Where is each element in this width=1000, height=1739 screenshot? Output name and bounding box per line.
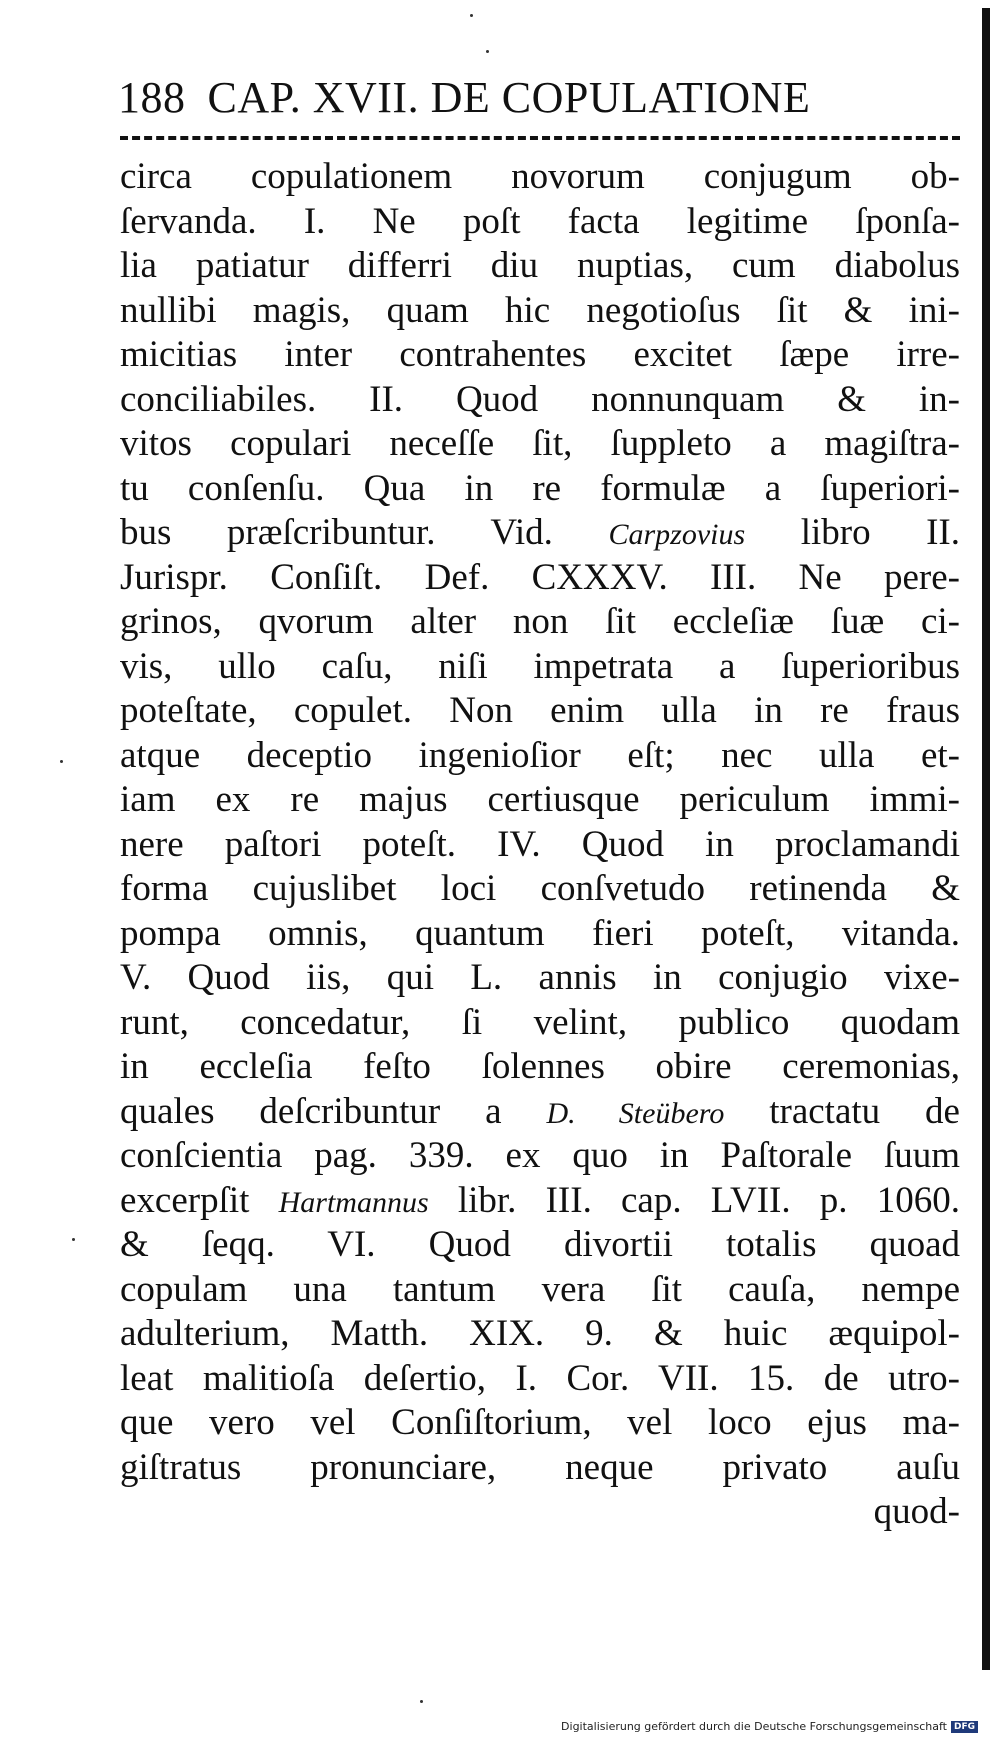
text-line: vitos copulari neceſſe ſit, ſuppleto a magiſtra-	[120, 423, 960, 464]
credit-text: Digitalisierung gefördert durch die Deutsche Forschungsgemeinschaft	[561, 1720, 947, 1733]
text-line: que vero vel Conſiſtorium, vel loco ejus ma-	[120, 1402, 960, 1443]
page-edge-border	[982, 8, 990, 1670]
scan-speck	[60, 760, 63, 763]
text-line: conſcientia pag. 339. ex quo in Paſtorale ſuum	[120, 1135, 960, 1176]
text-line: leat malitioſa deſertio, I. Cor. VII. 15. de utro-	[120, 1357, 960, 1399]
text-line: lia patiatur differri diu nuptias, cum diabolus	[120, 245, 960, 286]
text-line: runt, concedatur, ſi velint, publico quodam	[120, 1001, 960, 1043]
text-line: quales deſcribuntur a D. Steübero tractatu de	[120, 1090, 960, 1132]
catchword: quod-	[873, 1491, 960, 1532]
text-line: nere paſtori poteſt. IV. Quod in proclamandi	[120, 823, 960, 865]
text-line: forma cujuslibet loci conſvetudo retinenda &	[120, 868, 960, 909]
text-line: in eccleſia feſto ſolennes obire ceremonias,	[120, 1046, 960, 1087]
text-line: micitias inter contrahentes excitet ſæpe irre-	[120, 334, 960, 375]
text-line: Jurispr. Conſiſt. Def. CXXXV. III. Ne pere-	[120, 556, 960, 598]
scan-speck	[420, 1700, 423, 1703]
text-line: conciliabiles. II. Quod nonnunquam & in-	[120, 378, 960, 420]
text-line: ſervanda. I. Ne poſt facta legitime ſponſa-	[120, 200, 960, 242]
text-line: poteſtate, copulet. Non enim ulla in re fraus	[120, 690, 960, 731]
text-line: tu conſenſu. Qua in re formulæ a ſuperiori-	[120, 467, 960, 509]
text-line: grinos, qvorum alter non ſit eccleſiæ ſuæ ci-	[120, 601, 960, 642]
dfg-logo: DFG	[951, 1721, 978, 1733]
digitization-credit	[561, 1720, 978, 1733]
text-line: bus præſcribuntur. Vid. Carpzovius libro II.	[120, 512, 960, 553]
scan-speck	[470, 14, 473, 17]
italic-name: Hartmannus	[278, 1185, 429, 1219]
scan-speck	[72, 1238, 75, 1241]
text-line: pompa omnis, quantum fieri poteſt, vitanda.	[120, 912, 960, 954]
text-line: V. Quod iis, qui L. annis in conjugio vixe-	[120, 957, 960, 998]
running-header	[118, 72, 958, 132]
running-title: CAP. XVII. DE COPULATIONE	[207, 73, 811, 122]
text-line: iam ex re majus certiusque periculum immi-	[120, 779, 960, 820]
text-line: nullibi magis, quam hic negotioſus ſit & ini-	[120, 289, 960, 331]
text-line: copulam una tantum vera ſit cauſa, nempe	[120, 1268, 960, 1310]
text-line: & ſeqq. VI. Quod divortii totalis quoad	[120, 1224, 960, 1265]
scan-speck	[486, 50, 489, 53]
italic-name: Carpzovius	[608, 518, 746, 551]
text-line: giſtratus pronunciare, neque privato auſu	[120, 1446, 960, 1488]
text-line: vis, ullo caſu, niſi impetrata a ſuperioribus	[120, 645, 960, 687]
text-line: circa copulationem novorum conjugum ob-	[120, 156, 960, 197]
text-line: excerpſit Hartmannus libr. III. cap. LVII. p. 1060.	[120, 1179, 960, 1221]
page-number: 188	[118, 73, 186, 122]
text-line: adulterium, Matth. XIX. 9. & huic æquipol-	[120, 1313, 960, 1354]
text-line: atque deceptio ingenioſior eſt; nec ulla et-	[120, 734, 960, 776]
italic-name: D. Steübero	[546, 1096, 725, 1130]
body-text	[120, 155, 960, 1535]
header-rule	[120, 136, 960, 140]
